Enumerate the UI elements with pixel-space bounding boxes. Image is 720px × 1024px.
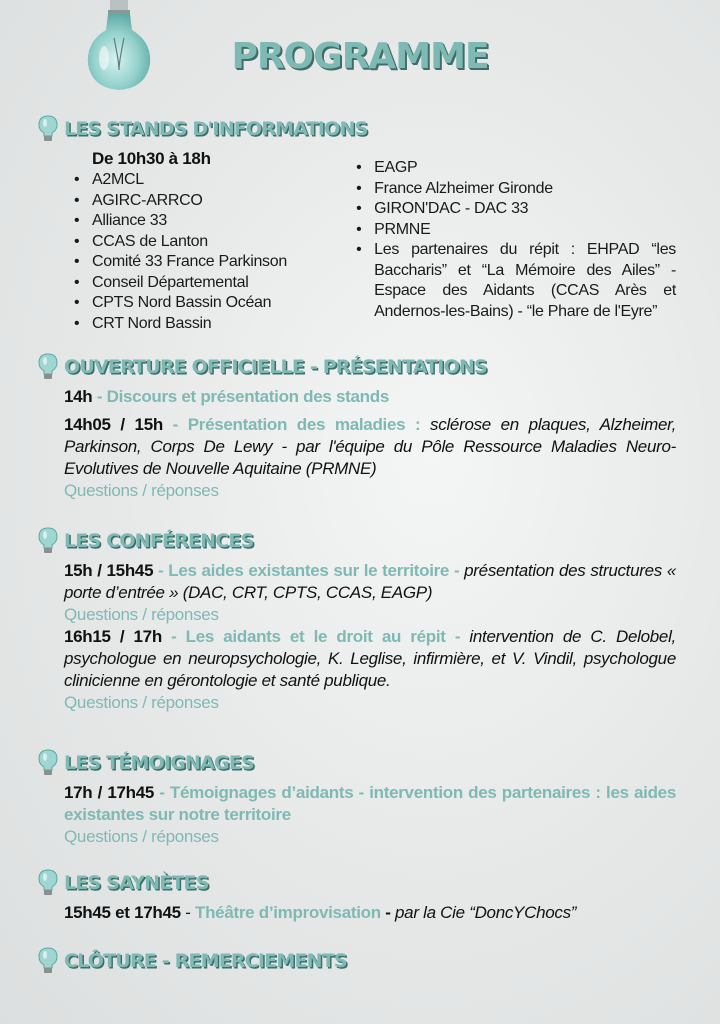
section-header (36, 114, 676, 144)
program-item: 17h / 17h45 - Témoignages d’aidants - intervention des partenaires : les aides existantes sur notre territoire (64, 783, 676, 824)
qa-label: Questions / réponses (64, 827, 219, 846)
list-item: • CRT Nord Bassin (92, 314, 342, 335)
program-item: 15h45 et 17h45 - Théâtre d’improvisation - par la Cie “DoncYChocs” (64, 903, 577, 922)
list-item: • GIRON'DAC - DAC 33 (374, 199, 676, 220)
list-item: • Les partenaires du répit : EHPAD “les Baccharis” et “La Mémoire des Ailes” - Espace des Aidants (CCAS Arès et Andernos-les-Bains) - “le Phare de l'Eyre” (374, 240, 676, 322)
section-header (36, 868, 676, 898)
section-ouverture (36, 352, 676, 502)
section-title: LES SAYNÈTES (64, 872, 209, 894)
section-stands (36, 114, 676, 334)
list-item: • EAGP (374, 158, 676, 179)
qa-label: Questions / réponses (64, 605, 219, 624)
section-cloture (36, 946, 676, 976)
stands-list-left (64, 170, 342, 334)
section-conferences (36, 526, 676, 714)
qa-label: Questions / réponses (64, 481, 219, 500)
stands-hours: De 10h30 à 18h (92, 149, 211, 168)
program-item: 16h15 / 17h - Les aidants et le droit au répit - intervention de C. Delobel, psychologue en neuropsychologie, K. Leglise, infirmière, et V. Vindil, psychologue clinicienne en gérontologie et santé publique. (64, 627, 676, 690)
list-item: • Alliance 33 (92, 211, 342, 232)
lightbulb-icon (36, 114, 60, 144)
list-item: • PRMNE (374, 220, 676, 241)
lightbulb-icon (36, 946, 60, 976)
section-header (36, 352, 676, 382)
list-item: • France Alzheimer Gironde (374, 179, 676, 200)
section-title: LES TÉMOIGNAGES (64, 752, 254, 774)
qa-label: Questions / réponses (64, 693, 219, 712)
list-item: • A2MCL (92, 170, 342, 191)
section-saynetes (36, 868, 676, 930)
lightbulb-icon (36, 526, 60, 556)
lightbulb-icon (36, 868, 60, 898)
program-item: 14h05 / 15h - Présentation des maladies : sclérose en plaques, Alzheimer, Parkinson, Corps De Lewy - par l'équipe du Pôle Ressource Maladies Neuro-Evolutives de Nouvelle Aquitaine (PRMNE) (64, 415, 676, 478)
section-header (36, 526, 676, 556)
section-title: OUVERTURE OFFICIELLE - PRÉSENTATIONS (64, 356, 487, 378)
section-title: LES STANDS D'INFORMATIONS (64, 118, 368, 140)
lightbulb-icon (36, 748, 60, 778)
section-temoignages (36, 748, 676, 848)
section-header (36, 946, 676, 976)
list-item: • CPTS Nord Bassin Océan (92, 293, 342, 314)
list-item: • Conseil Départemental (92, 273, 342, 294)
section-title: CLÔTURE - REMERCIEMENTS (64, 950, 347, 972)
section-title: LES CONFÉRENCES (64, 530, 254, 552)
list-item: • AGIRC-ARRCO (92, 191, 342, 212)
page-title: PROGRAMME (231, 36, 489, 77)
lightbulb-icon (36, 352, 60, 382)
list-item: • CCAS de Lanton (92, 232, 342, 253)
program-item: 14h - Discours et présentation des stands (64, 387, 389, 406)
stands-list-right (348, 158, 676, 322)
section-header (36, 748, 676, 778)
list-item: • Comité 33 France Parkinson (92, 252, 342, 273)
program-item: 15h / 15h45 - Les aides existantes sur le territoire - présentation des structures « porte d’entrée » (DAC, CRT, CPTS, CCAS, EAGP) (64, 561, 676, 602)
